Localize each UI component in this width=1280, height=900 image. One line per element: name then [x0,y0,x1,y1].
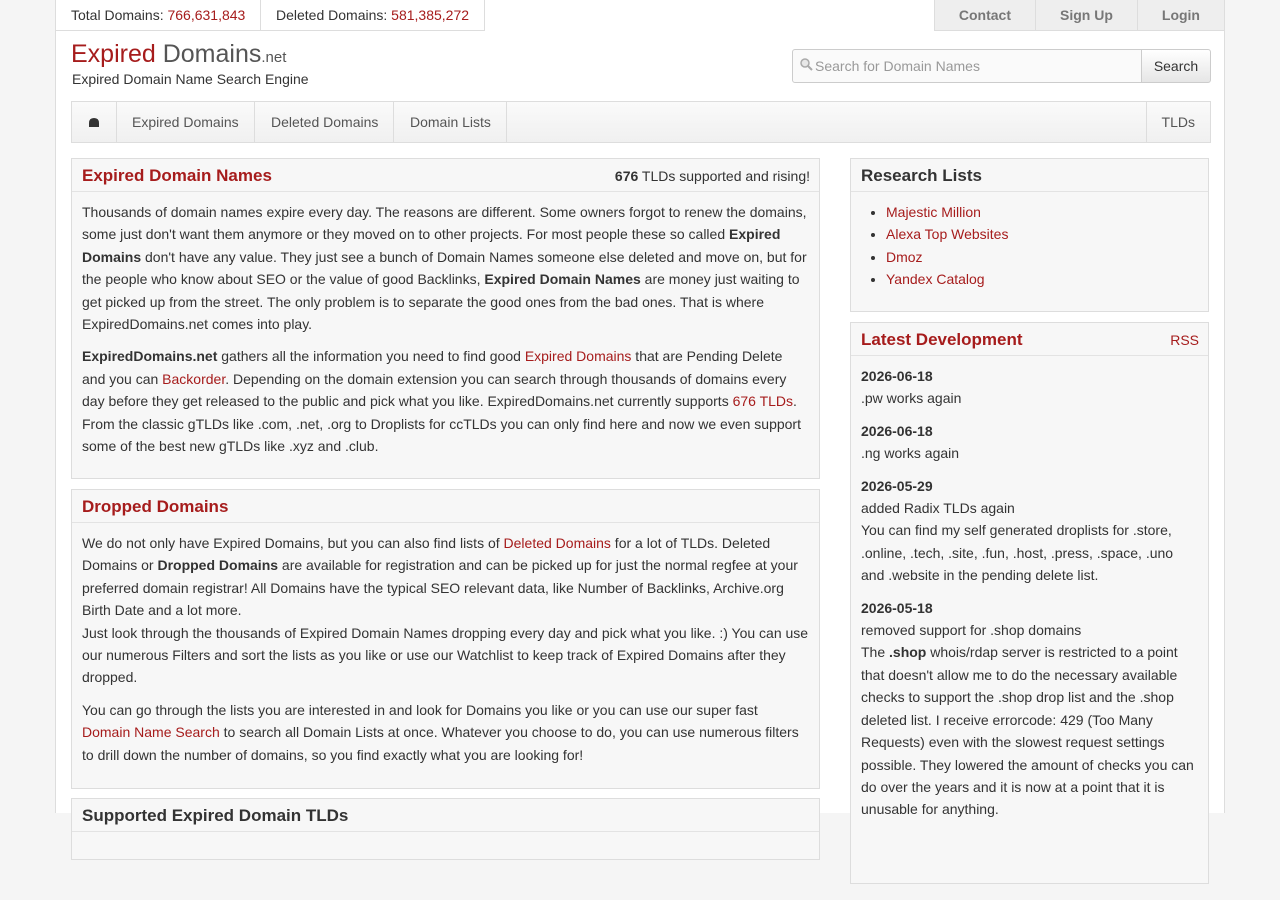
nav-tlds[interactable]: TLDs [1146,102,1210,142]
research-list [861,201,1198,291]
dev-entry [861,475,1198,587]
nav-deleted-domains[interactable]: Deleted Domains [256,102,394,142]
dev-entry-date: 2026-06-18 [861,422,933,439]
text-span: that are Pending Delete and you can [82,348,783,387]
expired-panel-body [72,192,819,476]
site-logo[interactable] [71,40,286,69]
site-tagline: Expired Domain Name Search Engine [72,71,309,87]
expired-domains-panel [71,158,820,479]
dev-entry-date: 2026-05-18 [861,599,933,616]
dev-entry-detail [861,641,1198,820]
expired-domains-link[interactable]: Expired Domains [524,348,632,365]
nav-domain-lists[interactable]: Domain Lists [395,102,507,142]
research-panel-header [851,159,1208,192]
yandex-catalog-link[interactable]: Yandex Catalog [886,271,985,288]
search-input[interactable] [815,50,1135,82]
expired-info-paragraph [82,345,809,457]
dev-entry-date: 2026-05-29 [861,477,933,494]
latest-development-panel [850,322,1209,884]
dropped-intro-paragraph [82,532,809,689]
supported-tlds-panel [71,798,820,860]
text-span: . Depending on the domain extension you can search through thousands of domains every day before they get released to the public and pick what you like. ExpiredDomains.net currently supports [82,370,787,410]
total-domains-count: 766,631,843 [167,7,246,23]
deleted-domains-stat [261,0,485,31]
list-item [886,268,1198,290]
dev-entry-text: .pw works again [861,390,962,407]
tlds-link[interactable]: 676 TLDs [732,393,794,410]
deleted-domains-label: Deleted Domains: [276,7,388,23]
text-span: for a lot of TLDs. Deleted Domains or [82,535,771,574]
dev-panel-title: Latest Development [861,330,1023,349]
dev-entry-text: removed support for .shop domains [861,622,1082,639]
expired-panel-header [72,159,819,192]
dropped-search-paragraph [82,699,809,766]
dropped-panel-header [72,490,819,523]
dev-entry-text: .ng works again [861,445,960,462]
research-panel-body [851,192,1208,300]
dmoz-link[interactable]: Dmoz [886,248,923,265]
search-box [792,49,1142,83]
dev-panel-header [851,323,1208,356]
dropped-domains-panel [71,489,820,789]
bold-text: ExpiredDomains.net [82,348,218,365]
dev-panel-body [851,356,1208,840]
bold-text: Expired Domains [82,226,781,265]
home-icon [88,116,100,128]
dev-entry [861,597,1198,821]
bold-text: .shop [889,644,927,661]
expired-intro-paragraph [82,201,809,335]
text-span: The [861,644,890,661]
dev-entry-date: 2026-06-18 [861,368,933,384]
total-domains-stat [56,0,261,31]
nav-expired-domains[interactable]: Expired Domains [117,102,255,142]
tld-support-note [615,159,810,193]
dev-entry [861,365,1198,410]
deleted-domains-link[interactable]: Deleted Domains [503,535,611,551]
rss-link[interactable]: RSS [1170,332,1199,348]
page-container [55,0,1225,825]
alexa-top-websites-link[interactable]: Alexa Top Websites [886,226,1009,243]
text-span: are money just waiting to get picked up from the street. The only problem is to separate the good ones from the bad ones. That is where ExpiredDomains.net comes into play. [82,271,800,333]
list-item [886,246,1198,268]
text-span: We do not only have Expired Domains, but you can also find lists of [82,535,504,551]
dev-entry [861,420,1198,465]
tld-count: 676 [614,168,639,184]
logo-expired: Expired [71,40,156,68]
tlds-panel-title: Supported Expired Domain TLDs [82,806,349,825]
text-span: don't have any value. They just see a bunch of Domain Names someone else deleted and move on, but for the people who know about SEO or the value of good Backlinks, [82,248,807,288]
text-span: Just look through the thousands of Expired Domain Names dropping every day and pick what you like. :) You can use our numerous Filters and sort the lists as you like or use our Watchlist to keep track of Expired Domains after they dropped. [82,624,809,686]
text-span: whois/rdap server is restricted to a point that doesn't allow me to do the necessary available checks to support the .shop drop list and the .shop deleted list. I receive errorcode: 429 (Too Many Requests) even with the slowest request settings possible. They lowered the amount of checks you can do over the years and it is now at a point that it is unusable for anything. [861,644,1194,818]
nav-home[interactable] [72,102,117,142]
logo-tld: .net [261,49,287,66]
domain-name-search-link[interactable]: Domain Name Search [82,724,220,741]
list-item [886,201,1198,223]
dropped-panel-title: Dropped Domains [82,497,229,516]
list-item [886,223,1198,245]
dev-entry-text: added Radix TLDs again [861,500,1015,517]
deleted-domains-count: 581,385,272 [391,7,470,23]
logo-domains: Domains [155,40,262,68]
login-link[interactable]: Login [1137,0,1224,31]
search-icon [799,57,813,71]
expired-panel-title: Expired Domain Names [82,166,272,185]
text-span: Thousands of domain names expire every day. The reasons are different. Some owners forgot to renew the domains, some just don't want them anymore or they moved on to other projects. For most people these so called [82,204,807,243]
text-span: gathers all the information you need to find good [217,348,525,365]
backorder-link[interactable]: Backorder [162,370,226,387]
total-domains-label: Total Domains: [71,7,164,23]
search-button[interactable]: Search [1141,49,1211,83]
dev-entry-detail: You can find my self generated droplists for .store, .online, .tech, .site, .fun, .host, .press, .space, .uno and .website in the pending delete list. [861,522,1174,584]
text-span: . From the classic gTLDs like .com, .net, .org to Droplists for ccTLDs you can only find here and now we even support some of the best new gTLDs like .xyz and .club. [82,393,801,455]
text-span: You can go through the lists you are interested in and look for Domains you like or you can use our super fast [82,701,758,718]
contact-link[interactable]: Contact [934,0,1035,31]
majestic-million-link[interactable]: Majestic Million [886,204,981,220]
tlds-panel-header [72,799,819,832]
dropped-panel-body [72,523,819,785]
bold-text: Expired Domain Names [484,271,641,288]
bold-text: Dropped Domains [157,557,279,574]
research-lists-panel [850,158,1209,312]
search-form [792,49,1211,83]
text-span: to search all Domain Lists at once. Whatever you choose to do, you can use numerous filters to drill down the number of domains, so you find exactly what you are looking for! [82,724,799,763]
research-panel-title: Research Lists [861,166,982,185]
signup-link[interactable]: Sign Up [1035,0,1137,31]
top-nav [934,0,1224,31]
tld-support-text: TLDs supported and rising! [638,168,810,184]
top-bar [56,0,1224,31]
main-nav [71,101,1211,143]
text-span: are available for registration and can be picked up for just the normal regfee at your preferred domain registrar! All Domains have the typical SEO relevant data, like Number of Backlinks, Archive.org Birth Date and a lot more. [82,557,798,619]
